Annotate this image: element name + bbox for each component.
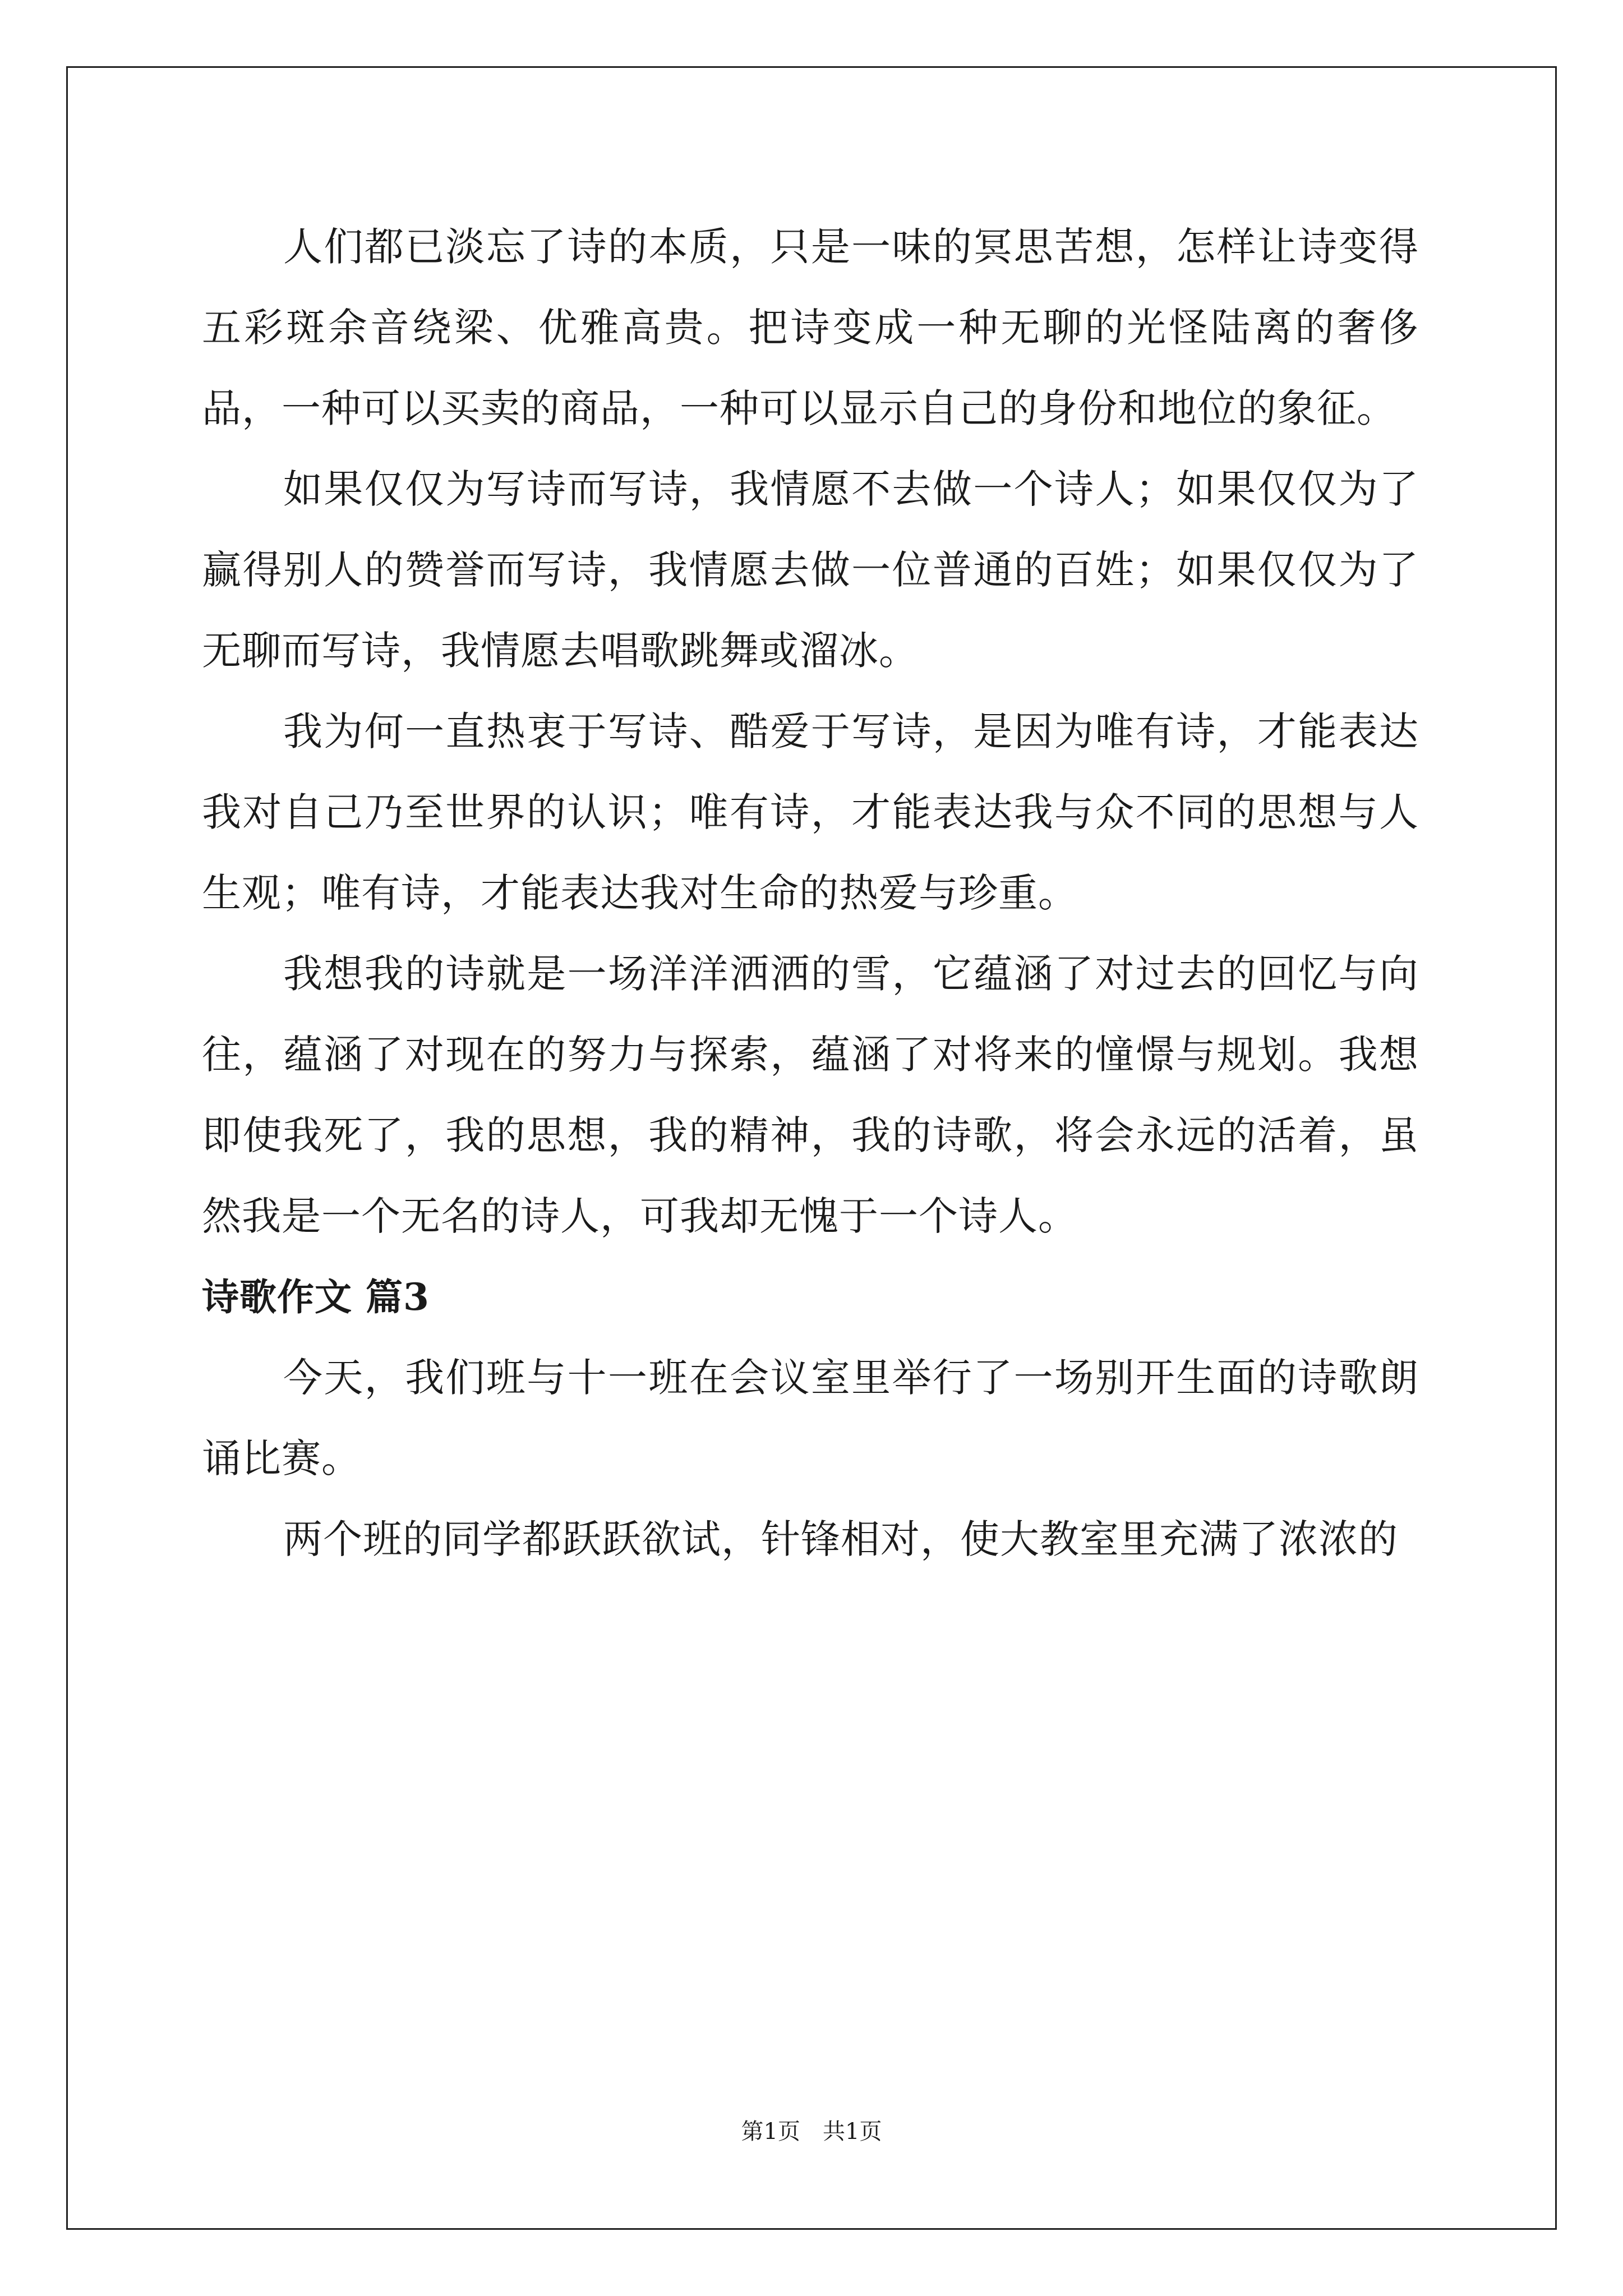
paragraph: 人们都已淡忘了诗的本质，只是一味的冥思苦想，怎样让诗变得五彩斑余音绕梁、优雅高贵。把诗变成一种无聊的光怪陆离的奢侈品，一种可以买卖的商品，一种可以显示自己的身份和地位的象征。 bbox=[202, 224, 1419, 431]
paragraph: 两个班的同学都跃跃欲试，针锋相对，使大教室里充满了浓浓的 bbox=[283, 1516, 1398, 1562]
page-footer bbox=[0, 2115, 1623, 2148]
section-heading: 诗歌作文 篇3 bbox=[202, 1275, 430, 1319]
paragraph: 今天，我们班与十一班在会议室里举行了一场别开生面的诗歌朗诵比赛。 bbox=[202, 1355, 1419, 1481]
page-number: 第1页 bbox=[741, 2119, 800, 2145]
paragraph: 我为何一直热衷于写诗、酷爱于写诗，是因为唯有诗，才能表达我对自己乃至世界的认识；唯有诗，才能表达我与众不同的思想与人生观；唯有诗，才能表达我对生命的热爱与珍重。 bbox=[202, 708, 1419, 916]
paragraph: 如果仅仅为写诗而写诗，我情愿不去做一个诗人；如果仅仅为了赢得别人的赞誉而写诗，我情愿去做一位普通的百姓；如果仅仅为了无聊而写诗，我情愿去唱歌跳舞或溜冰。 bbox=[202, 466, 1419, 674]
paragraph: 我想我的诗就是一场洋洋洒洒的雪，它蕴涵了对过去的回忆与向往，蕴涵了对现在的努力与探索，蕴涵了对将来的憧憬与规划。我想即使我死了，我的思想，我的精神，我的诗歌，将会永远的活着，虽然我是一个无名的诗人，可我却无愧于一个诗人。 bbox=[202, 951, 1419, 1239]
document-body bbox=[202, 206, 1419, 1580]
page-total: 共1页 bbox=[823, 2119, 882, 2145]
